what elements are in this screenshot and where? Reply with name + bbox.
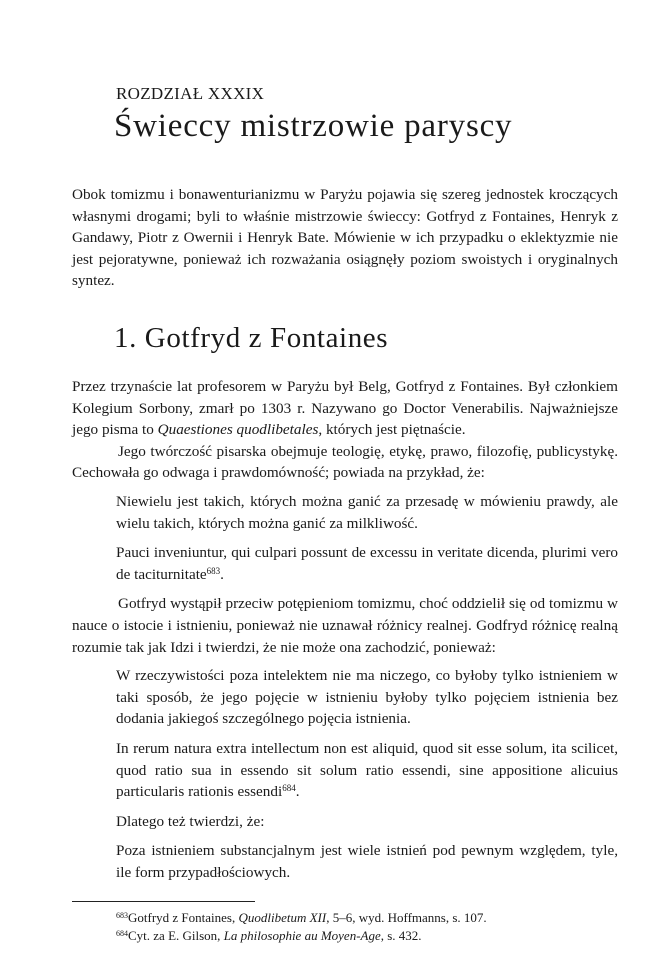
footnote-number: 683 [116,911,128,920]
quote-latin-2-text: In rerum natura extra intellectum non est aliquid, quod sit esse solum, ita scilicet, quod ratio sua in essendo sit solum ratio essendi, sine appositione alicuius particularis rationis essendi [116,739,618,801]
quote-polish-2: W rzeczywistości poza intelektem nie ma niczego, co byłoby tylko istnieniem w taki sposób, że jego pojęcie w istnieniu byłoby tylko pojęciem istnienia bez dodania jakiegoś szczególnego pojęcia istnienia. [116,667,618,728]
footnote-683 [116,909,626,927]
paragraph-1-text: Przez trzynaście lat profesorem w Paryżu był Belg, Gotfryd z Fontaines. Był członkiem Kolegium Sorbony, zmarł po 1303 r. Nazywano go Doctor Venerabilis. Najważniejsze jego pisma to [72,378,618,439]
paragraph-2: Jego twórczość pisarska obejmuje teologię, etykę, prawo, filozofię, publicystykę. Cechowała go odwaga i prawdomówność; powiada na przykład, że: [72,442,618,482]
transition-line: Dlatego też twierdzi, że: [116,812,265,830]
work-title: Quaestiones quodlibetales [157,421,319,439]
footnote-684 [116,927,626,945]
footnote-work-title: La philosophie au Moyen-Age [223,928,381,943]
footnote-text: Cyt. za E. Gilson, [128,928,224,943]
paragraph-1 [72,376,618,441]
paragraph-1-end: , których jest piętnaście. [318,421,466,439]
paragraph-3: Gotfryd wystąpił przeciw potępieniom tomizmu, choć oddzielił się od tomizmu w nauce o istocie i istnieniu, ponieważ nie uznawał różnicy realnej. Godfryd różnicę realną rozumie tak jak Idzi i twierdzi, że nie może ona zachodzić, ponieważ: [72,595,618,656]
footnote-text-end: , s. 432. [380,928,422,943]
quote-polish-3: Poza istnieniem substancjalnym jest wiele istnień pod pewnym względem, tyle, ile form przypadłościowych. [116,842,618,881]
quote-latin-1-text: Pauci inveniuntur, qui culpari possunt de excessu in veritate dicenda, plurimi vero de taciturnitate [116,544,618,583]
chapter-title: Świeccy mistrzowie paryscy [114,108,513,144]
footnote-text-end: , 5–6, wyd. Hoffmanns, s. 107. [326,910,487,925]
footnote-divider [72,901,255,902]
quote-latin-1 [116,542,618,585]
intro-text: Obok tomizmu i bonawenturianizmu w Paryżu pojawia się szereg jednostek kroczących własnymi drogami; byli to właśnie mistrzowie świeccy: Gotfryd z Fontaines, Henryk z Gandawy, Piotr z Owernii i Henryk Bate. Mówienie w ich przypadku o eklektyzmie nie jest pejoratywne, ponieważ ich rozważania osiągnęły poziom swoistych i oryginalnych syntez. [72,186,618,290]
footnote-ref-684[interactable]: 684 [282,783,296,794]
quote-latin-1-end: . [220,565,224,583]
quote-polish-1: Niewielu jest takich, których można ganić za przesadę w mówieniu prawdy, ale wielu takich, których można ganić za milkliwość. [116,492,618,532]
intro-paragraph [72,184,618,292]
section-title: 1. Gotfryd z Fontaines [114,322,389,354]
quote-latin-2-end: . [295,783,300,801]
footnote-text: Gotfryd z Fontaines, [128,910,239,925]
footnotes [116,909,626,945]
footnote-ref-683[interactable]: 683 [206,565,221,576]
footnote-work-title: Quodlibetum XII [238,910,327,925]
quote-latin-2 [116,738,618,803]
section-body [72,376,618,883]
chapter-label: ROZDZIAŁ XXXIX [116,84,265,103]
footnote-number: 684 [116,929,128,938]
